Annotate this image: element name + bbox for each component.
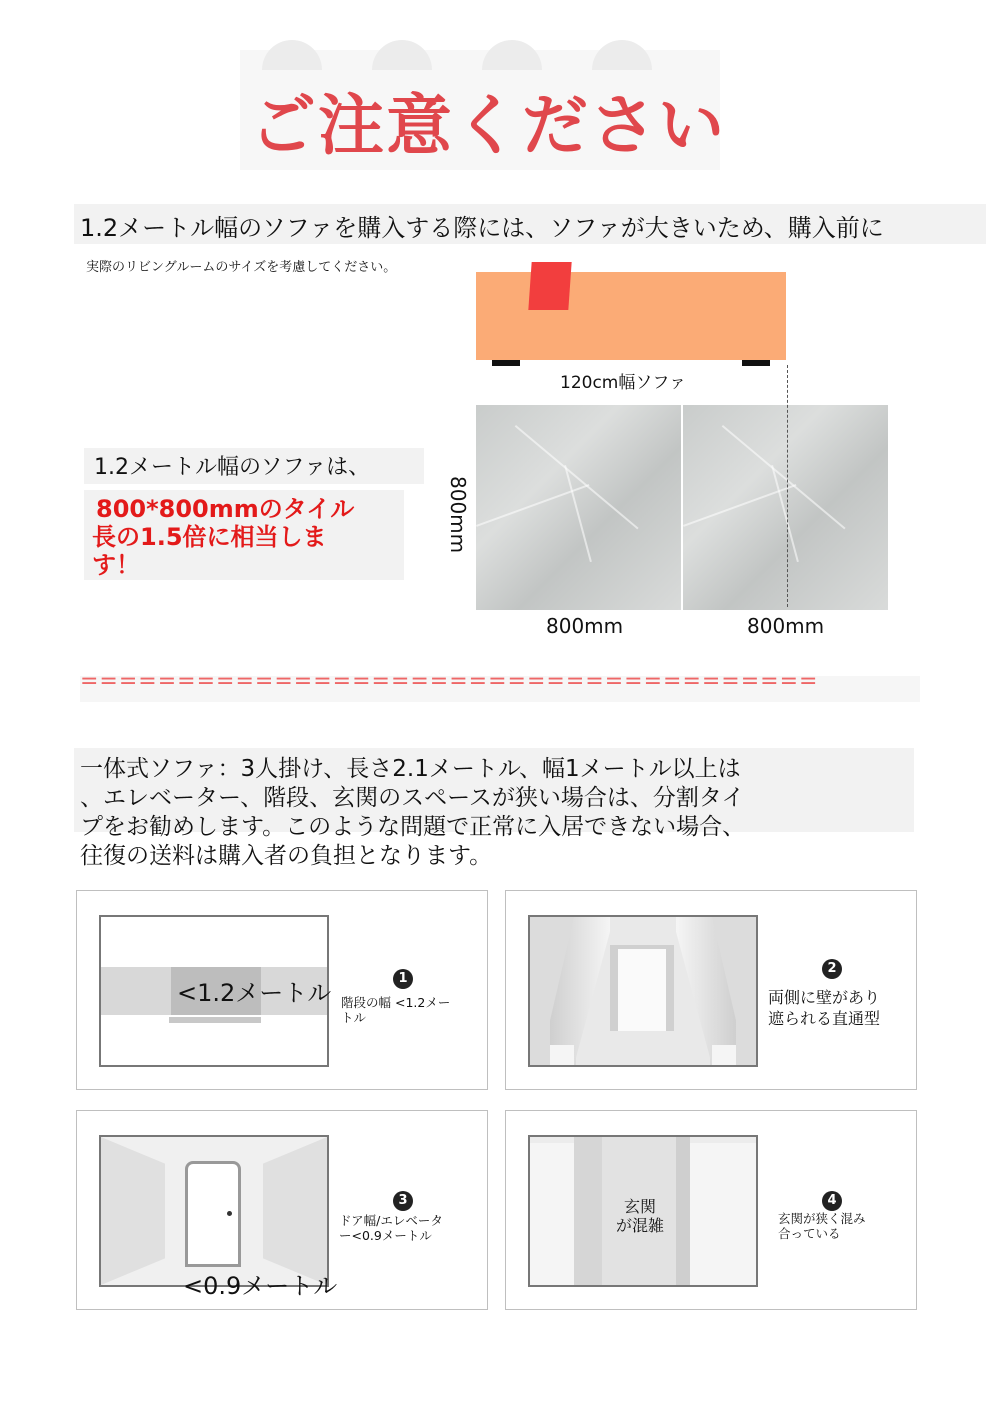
sofa-width-label: 120cm幅ソファ [560,373,687,393]
intro-line-1: 1.2メートル幅のソファを購入する際には、ソファが大きいため、購入前に [80,214,884,242]
notice-line-4: 往復の送料は購入者の負担となります。 [80,843,493,869]
notice-line-1: 一体式ソファ：3人掛け、長さ2.1メートル、幅1メートル以上は [80,756,741,782]
caption-line: 玄関が狭く混み [778,1211,866,1226]
sofa-leg [492,360,520,366]
page-title: ご注意ください [250,87,726,164]
caption-line: 遮られる直通型 [768,1009,881,1028]
caption-line: 両側に壁があり [768,988,881,1007]
tile-2-width-label: 800mm [747,614,825,638]
caption-line: 階段の幅 <1.2メー [341,995,451,1010]
panel-corridor [505,890,917,1090]
sofa-leg [742,360,770,366]
panel-4-caption [778,1211,866,1241]
tile-2 [683,405,888,610]
notice-line-3: プをお勧めします。このような問題で正常に入居できない場合、 [80,814,746,840]
cloud-decoration [482,40,542,70]
notice-line-2: 、エレベーター、階段、玄関のスペースが狭い場合は、分割タイ [80,785,745,811]
cloud-decoration [262,40,322,70]
caption-line: トル [341,1010,367,1025]
cloud-decoration [372,40,432,70]
door-illustration [99,1135,329,1287]
sofa-backrest [528,262,571,310]
step-number-3: 3 [393,1191,413,1211]
step-number-2: 2 [822,959,842,979]
step-number-4: 4 [822,1191,842,1211]
panel-entrance [505,1110,917,1310]
panel-3-caption [339,1213,443,1243]
corridor-illustration [528,915,758,1067]
tile-1 [476,405,681,610]
comparison-line: 1.2メートル幅のソファは、 [94,455,371,480]
sofa-illustration [476,272,786,360]
comparison-red-3: す！ [92,551,140,579]
tile-height-label: 800mm [446,476,470,554]
entrance-label [616,1197,664,1235]
cloud-decoration [592,40,652,70]
panel-1-caption [341,995,450,1025]
sofa-edge-guide [787,365,788,607]
panel-stairs [76,890,488,1090]
entrance-label-line: 玄関 [624,1197,657,1216]
tile-1-width-label: 800mm [546,614,624,638]
panel-door [76,1110,488,1310]
caption-line: ドア幅/エレベータ [339,1213,443,1228]
comparison-red-2: 長の1.5倍に相当しま [92,523,327,551]
panel-2-caption [768,987,880,1029]
caption-line: ー<0.9メートル [339,1228,432,1243]
caption-line: 合っている [778,1226,841,1241]
stairs-width-label: <1.2メートル [177,979,332,1007]
door-width-label: <0.9メートル [183,1272,338,1300]
intro-line-2: 実際のリビングルームのサイズを考慮してください。 [86,260,397,275]
comparison-red-1: 800*800mmのタイル [96,495,355,523]
step-number-1: 1 [393,969,413,989]
entrance-label-line: が混雑 [616,1216,665,1235]
notice-paragraph [80,755,920,871]
divider: ====================================== [80,669,819,694]
